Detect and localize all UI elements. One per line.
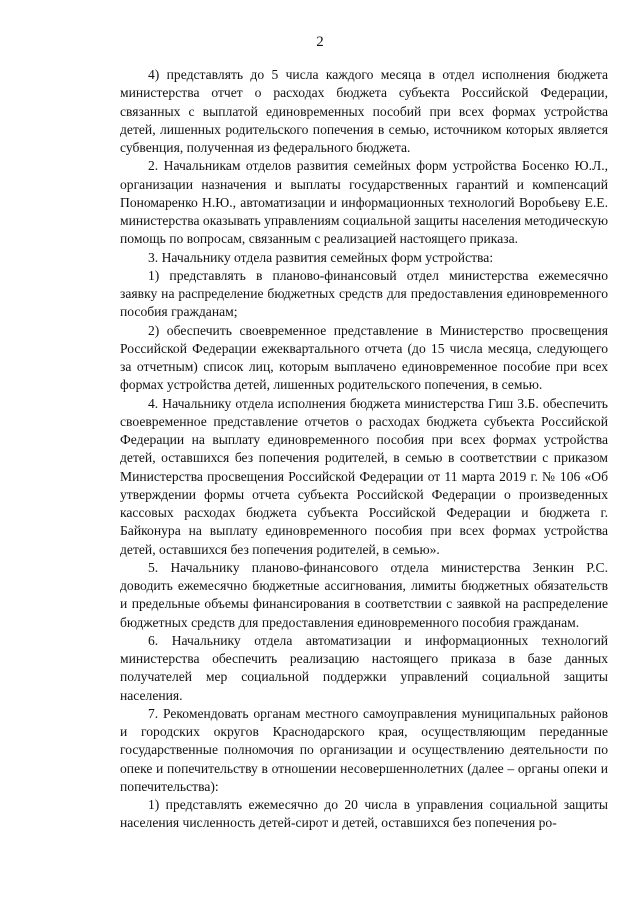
paragraph-point-3: 3. Начальнику отдела развития семейных форм устройства: xyxy=(148,249,494,265)
paragraph-point-7-item-1: 1) представлять ежемесячно до 20 числа в управления социальной защиты населения численность детей-сирот и детей, оставшихся без попечения ро- xyxy=(120,797,608,831)
page-number: 2 xyxy=(316,34,324,50)
document-body xyxy=(120,66,608,833)
paragraph-point-7: 7. Рекомендовать органам местного самоуправления муниципальных районов и городских округов Краснодарского края, осуществляющим переданные государственные полномочия по организации и осуществлению деятельности по опеке и попечительству в отношении несовершеннолетних (далее – органы опеки и попечительства): xyxy=(120,705,608,794)
paragraph-point-3-item-1: 1) представлять в планово-финансовый отдел министерства ежемесячно заявку на распределение бюджетных средств для предоставления единовременного пособия гражданам; xyxy=(120,267,608,320)
paragraph-point-3-item-2: 2) обеспечить своевременное представление в Министерство просвещения Российской Федерации ежеквартального отчета (до 15 числа месяца, следующего за отчетным) список лиц, которым выплачено единовременное пособие при всех формах устройства детей, лишенных родительского попечения, в семью. xyxy=(120,322,608,393)
paragraph-point-4: 4. Начальнику отдела исполнения бюджета министерства Гиш З.Б. обеспечить своевременное представление отчетов о расходах бюджета субъекта Российской Федерации на выплату единовременного пособия при всех формах устройства детей, оставшихся без попечения родителей, в семью в соответствии с приказом Министерства просвещения Российской Федерации от 11 марта 2019 г. № 106 «Об утверждении формы отчета субъекта Российской Федерации о произведенных кассовых расходах бюджета субъекта Российской Федерации и бюджета г. Байконура на выплату единовременного пособия при всех формах устройства детей, оставшихся без попечения родителей, в семью». xyxy=(120,395,608,557)
paragraph-point-2: 2. Начальникам отделов развития семейных форм устройства Босенко Ю.Л., организации назначения и выплаты государственных гарантий и компенсаций Пономаренко Н.Ю., автоматизации и информационных технологий Воробьеву Е.Е. министерства оказывать управлениям социальной защиты населения методическую помощь по вопросам, связанным с реализацией настоящего приказа. xyxy=(120,158,608,247)
paragraph-point-6: 6. Начальнику отдела автоматизации и информационных технологий министерства обеспечить реализацию настоящего приказа в базе данных получателей мер социальной поддержки управлений социальной защиты населения. xyxy=(120,632,608,703)
paragraph-item-4-report: 4) представлять до 5 числа каждого месяца в отдел исполнения бюджета министерства отчет о расходах бюджета субъекта Российской Федерации, связанных с выплатой единовременных пособий при всех формах устройства детей, лишенных родительского попечения в семью, источником которых является субвенция, полученная из федерального бюджета. xyxy=(120,67,608,155)
paragraph-point-5: 5. Начальнику планово-финансового отдела министерства Зенкин Р.С. доводить ежемесячно бюджетные ассигнования, лимиты бюджетных обязательств и предельные объемы финансирования в соответствии с заявкой на распределение бюджетных средств для предоставления единовременного пособия гражданам. xyxy=(120,559,608,630)
